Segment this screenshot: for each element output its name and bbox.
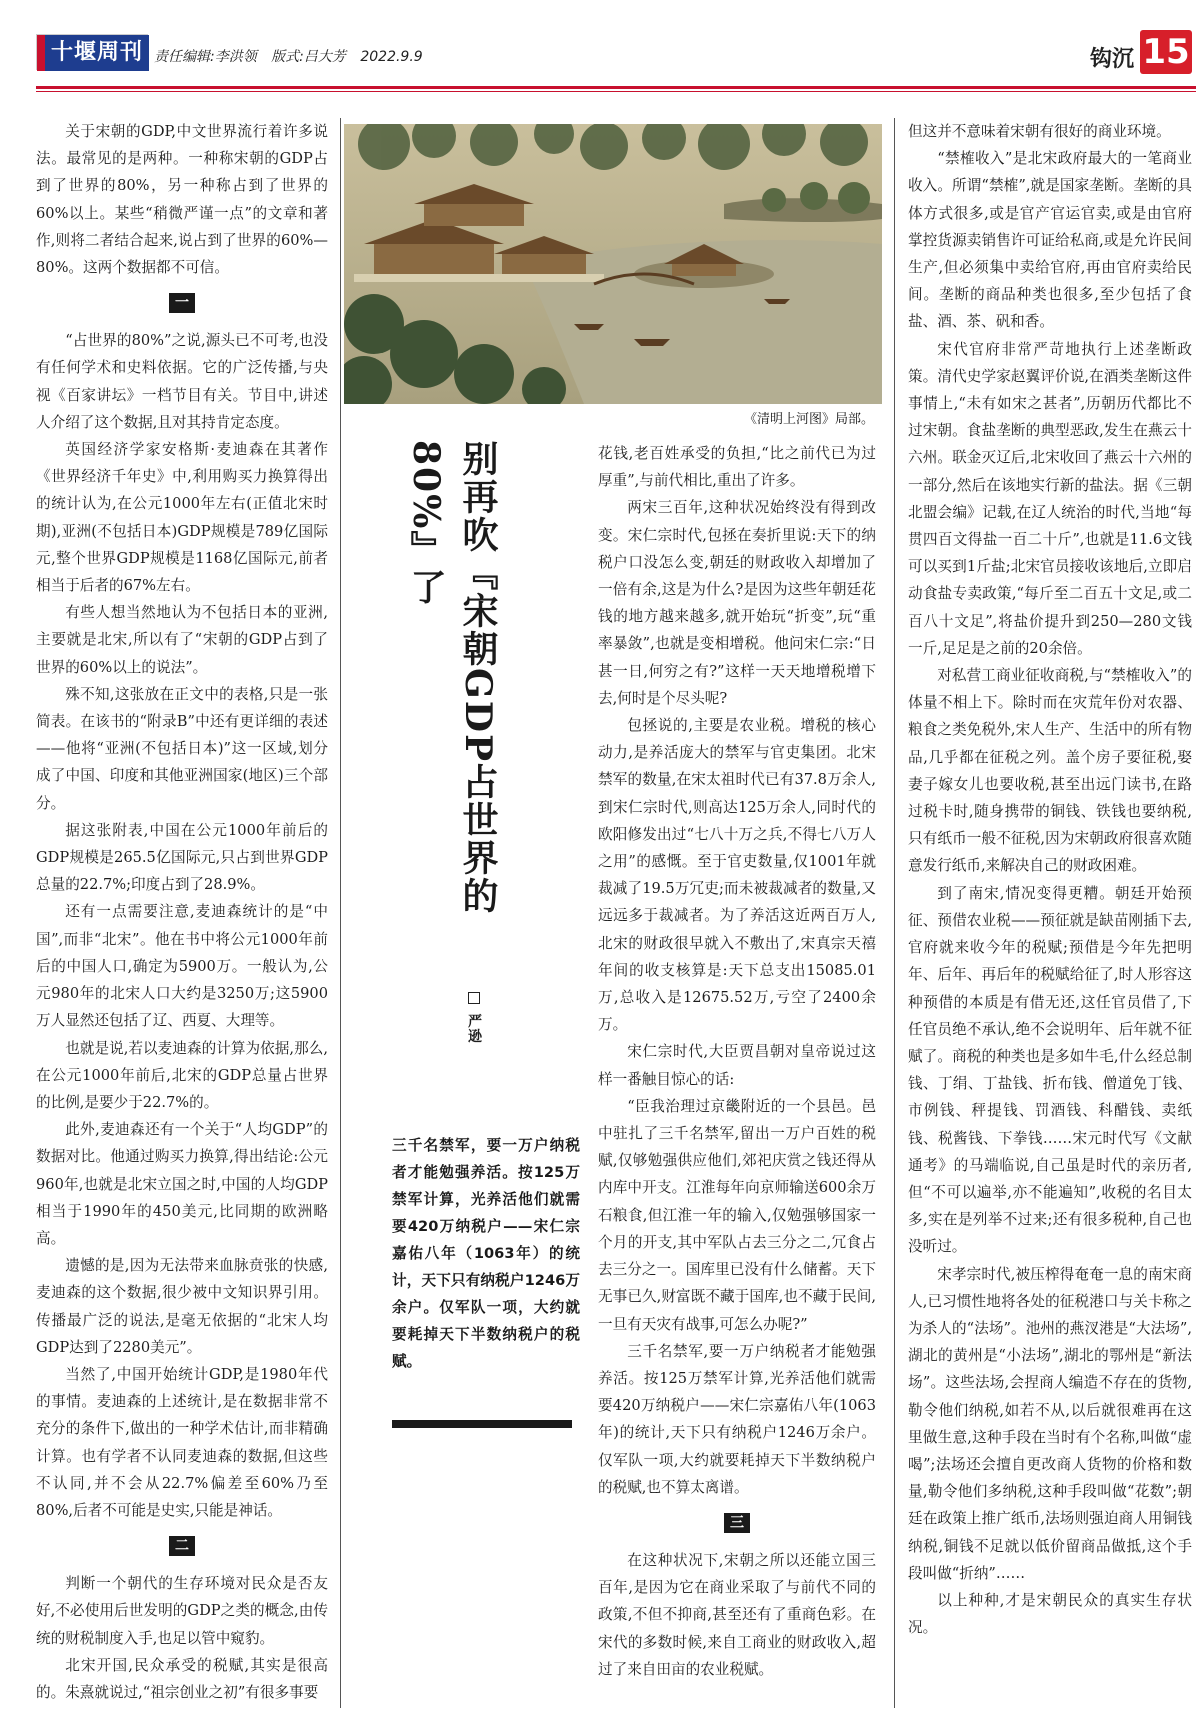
paragraph: 以上种种,才是宋朝民众的真实生存状况。 bbox=[908, 1591, 1192, 1637]
byline-box-icon bbox=[468, 992, 480, 1004]
paragraph: 花钱,老百姓承受的负担,“比之前代已为过厚重”,与前代相比,重出了许多。 bbox=[598, 445, 876, 490]
paragraph: 判断一个朝代的生存环境对民众是否友好,不必使用后世发明的GDP之类的概念,由传统的财税制度入手,也足以管中窥豹。 bbox=[36, 1575, 328, 1647]
paragraph: 此外,麦迪森还有一个关于“人均GDP”的数据对比。他通过购买力换算,得出结论:公元960年,也就是北宋立国之时,中国的人均GDP相当于1990年的450美元,比同期的欧洲略高。 bbox=[36, 1121, 328, 1247]
paragraph: 宋代官府非常严苛地执行上述垄断政策。清代史学家赵翼评价说,在酒类垄断这件事情上,“未有如宋之甚者”,历朝历代都比不过宋朝。食盐垄断的典型恶政,发生在燕云十六州。联金灭辽后,北宋收回了燕云十六州的一部分,然后在该地实行新的盐法。据《三朝北盟会编》记载,在辽人统治的时代,当地“每贯四百文得盐一百二十斤”,也就是11.6文钱可以买到1斤盐;北宋官员接收该地后,立即启动食盐专卖政策,“每斤至二百五十文足,或二百八十文足”,将盐价提升到250—280文钱一斤,足足是之前的20余倍。 bbox=[908, 340, 1192, 657]
paragraph: 据这张附表,中国在公元1000年前后的GDP规模是265.5亿国际元,只占到世界GDP总量的22.7%;印度占到了28.9%。 bbox=[36, 821, 328, 894]
editor-credits bbox=[154, 46, 433, 66]
paragraph: 宋孝宗时代,被压榨得奄奄一息的南宋商人,已习惯性地将各处的征税港口与关卡称之为杀人的“法场”。池州的燕汊港是“大法场”,湖北的黄州是“小法场”,湖北的鄂州是“新法场”。这些法场,会捏商人编造不存在的货物,勒令他们纳税,如若不从,以后就很难再在这里做生意,这种手段在当时有个名称,叫做“虚喝”;法场还会擅自更改商人货物的价格和数量,勒令他们多纳税,这种手段叫做“花数”;朝廷在政策上推广纸币,法场则强迫商人用铜钱纳税,铜钱不足就以低价留商品做抵,这个手段叫做“折纳”…… bbox=[908, 1265, 1192, 1582]
paragraph: 到了南宋,情况变得更糟。朝廷开始预征、预借农业税——预征就是缺苗刚插下去,官府就来收今年的税赋;预借是今年先把明年、后年、再后年的税赋给征了,时人形容这种预借的本质是有借无还,这任官员借了,下任官员绝不承认,绝不会说明年、后年就不征赋了。商税的种类也是多如牛毛,什么经总制钱、丁绢、丁盐钱、折布钱、僧道免丁钱、市例钱、秤提钱、罚酒钱、科醋钱、卖纸钱、税酱钱、下拳钱……宋元时代写《文献通考》的马端临说,自己虽是时代的亲历者,但“不可以遍举,亦不能遍知”,收税的名目太多,实在是列举不过来;还有很多税种,自己也没听过。 bbox=[908, 884, 1192, 1256]
paragraph: 两宋三百年,这种状况始终没有得到改变。宋仁宗时代,包拯在奏折里说:天下的纳税户口没怎么变,朝廷的财政收入却增加了一倍有余,这是为什么?是因为这些年朝廷花钱的地方越来越多,就开始玩“折变”,玩“重率暴敛”,也就是变相增税。他问宋仁宗:“日甚一日,何穷之有?”这样一天天地增税增下去,何时是个尽头呢? bbox=[598, 499, 876, 707]
image-caption: 《清明上河图》局部。 bbox=[744, 412, 875, 427]
issue-date: 2022.9.9 bbox=[360, 49, 423, 65]
section-name: 钩沉 bbox=[1090, 47, 1135, 72]
paragraph: 但这并不意味着宋朝有很好的商业环境。 bbox=[908, 123, 1171, 140]
editor-name: 责任编辑:李洪领 bbox=[154, 49, 257, 65]
header-rule-thin bbox=[36, 91, 1196, 92]
author-byline bbox=[464, 992, 484, 1044]
article-column-2 bbox=[598, 440, 876, 1683]
paragraph: 还有一点需要注意,麦迪森统计的是“中国”,而非“北宋”。他在书中将公元1000年前后的中国人口,确定为5900万。一般认为,公元980年的北宋人口大约是3250万;这5900万人显然还包括了辽、西夏、大理等。 bbox=[36, 903, 328, 1030]
pull-quote: 三千名禁军，要一万户纳税者才能勉强养活。按125万禁军计算，光养活他们就需要420万纳税户——宋仁宗嘉佑八年（1063年）的统计，天下只有纳税户1246万余户。仅军队一项，大约就要耗掉天下半数纳税户的税赋。 bbox=[392, 1137, 580, 1370]
newspaper-logo bbox=[36, 34, 148, 70]
section-marker: 三 bbox=[724, 1513, 750, 1533]
paragraph: 当然了,中国开始统计GDP,是1980年代的事情。麦迪森的上述统计,是在数据非常不充分的条件下,做出的一种学术估计,而非精确计算。也有学者不认同麦迪森的数据,但这些不认同,并不会从22.7%偏差至60%乃至80%,后者不可能是史实,只能是神话。 bbox=[36, 1365, 328, 1519]
article-column-1 bbox=[36, 118, 328, 1706]
article-title: 别再吹『宋朝GDP占世界的80%』了 bbox=[405, 440, 499, 916]
paragraph: 有些人想当然地认为不包括日本的亚洲,主要就是北宋,所以有了“宋朝的GDP占到了世界的60%以上的说法”。 bbox=[36, 604, 328, 676]
paragraph: 北宋开国,民众承受的税赋,其实是很高的。朱熹就说过,“祖宗创业之初”有很多事要 bbox=[36, 1656, 328, 1701]
author-name: 严逊 bbox=[466, 1013, 482, 1044]
paragraph: 殊不知,这张放在正文中的表格,只是一张简表。在该书的“附录B”中还有更详细的表述——他将“亚洲(不包括日本)”这一区域,划分成了中国、印度和其他亚洲国家(地区)三个部分。 bbox=[36, 685, 328, 812]
paragraph: 关于宋朝的GDP,中文世界流行着许多说法。最常见的是两种。一种称宋朝的GDP占到了世界的80%，另一种称占到了世界的60%以上。某些“稍微严谨一点”的文章和著作,则将二者结合起来,说占到了世界的60%—80%。这两个数据都不可信。 bbox=[36, 123, 328, 277]
masthead bbox=[36, 30, 1196, 78]
section-marker: 一 bbox=[169, 293, 195, 313]
paragraph: 英国经济学家安格斯·麦迪森在其著作《世界经济千年史》中,利用购买力换算得出的统计认为,在公元1000年左右(正值北宋时期),亚洲(不包括日本)GDP规模是789亿国际元,整个世界GDP规模是1168亿国际元,前者相当于后者的67%左右。 bbox=[36, 441, 328, 595]
paragraph: 在这种状况下,宋朝之所以还能立国三百年,是因为它在商业采取了与前代不同的政策,不但不抑商,甚至还有了重商色彩。在宋代的多数时候,来自工商业的财政收入,超过了来自田亩的农业税赋。 bbox=[598, 1551, 876, 1678]
header-rule bbox=[36, 86, 1196, 89]
paragraph: 对私营工商业征收商税,与“禁榷收入”的体量不相上下。除时而在灾荒年份对农器、粮食之类免税外,宋人生产、生活中的所有物品,几乎都在征税之列。盖个房子要征税,娶妻子嫁女儿也要收税,甚至出远门读书,在路过税卡时,随身携带的铜钱、铁钱也要纳税,只有纸币一般不征税,因为宋朝政府很喜欢随意发行纸币,来解决自己的财政困难。 bbox=[908, 667, 1192, 875]
layout-name: 版式:吕大芳 bbox=[271, 49, 346, 65]
paragraph: 包拯说的,主要是农业税。增税的核心动力,是养活庞大的禁军与官吏集团。北宋禁军的数量,在宋太祖时代已有37.8万余人,到宋仁宗时代,则高达125万余人,同时代的欧阳修发出过“七八十万之兵,不得七八万人之用”的感慨。至于官吏数量,仅1001年就裁减了19.5万冗吏;而未被裁减者的数量,又远远多于裁减者。为了养活这近两百万人,北宋的财政很早就入不敷出了,宋真宗天禧年间的收支核算是:天下总支出15085.01万,总收入是12675.52万,亏空了2400余万。 bbox=[598, 717, 876, 1034]
paragraph: 宋仁宗时代,大臣贾昌朝对皇帝说过这样一番触目惊心的话: bbox=[598, 1043, 876, 1088]
pull-quote-bar bbox=[392, 1420, 572, 1428]
painting-illustration bbox=[344, 124, 882, 404]
paragraph: 遗憾的是,因为无法带来血脉贲张的快感,麦迪森的这个数据,很少被中文知识界引用。传播最广泛的说法,是毫无依据的“北宋人均GDP达到了2280美元”。 bbox=[36, 1257, 328, 1356]
logo-text: 十堰周刊 bbox=[45, 35, 149, 71]
article-column-3 bbox=[908, 118, 1192, 1641]
column-divider bbox=[340, 118, 341, 1708]
paragraph: “禁榷收入”是北宋政府最大的一笔商业收入。所谓“禁榷”,就是国家垄断。垄断的具体方式很多,或是官产官运官卖,或是由官府掌控货源卖销售许可证给私商,或是允许民间生产,但必须集中卖给官府,再由官府卖给民间。垄断的商品种类也很多,至少包括了食盐、酒、茶、矾和香。 bbox=[908, 150, 1192, 331]
paragraph: 也就是说,若以麦迪森的计算为依据,那么,在公元1000年前后,北宋的GDP总量占世界的比例,是要少于22.7%的。 bbox=[36, 1039, 328, 1111]
section-marker: 二 bbox=[169, 1536, 195, 1556]
qingming-painting bbox=[344, 124, 882, 404]
column-divider bbox=[894, 118, 895, 1708]
paragraph: “占世界的80%”之说,源头已不可考,也没有任何学术和史料依据。它的广泛传播,与央视《百家讲坛》一档节目有关。节目中,讲述人介绍了这个数据,且对其持肯定态度。 bbox=[36, 332, 328, 431]
paragraph: 三千名禁军,要一万户纳税者才能勉强养活。按125万禁军计算,光养活他们就需要420万纳税户——宋仁宗嘉佑八年(1063年)的统计,天下只有纳税户1246万余户。仅军队一项,大约就要耗掉天下半数纳税户的税赋,也不算太离谱。 bbox=[598, 1342, 876, 1496]
paragraph: “臣我治理过京畿附近的一个县邑。邑中驻扎了三千名禁军,留出一万户百姓的税赋,仅够勉强供应他们,郊祀庆赏之钱还得从内库中开支。江淮每年向京师输送600余万石粮食,但江淮一年的输入,仅勉强够国家一个月的开支,其中军队占去三分之二,冗食占去三分之一。国库里已没有什么储蓄。天下无事已久,财富既不藏于国库,也不藏于民间,一旦有天灾有战事,可怎么办呢?” bbox=[598, 1097, 876, 1333]
page-number: 15 bbox=[1140, 30, 1192, 74]
logo-red-stripe bbox=[37, 35, 45, 71]
